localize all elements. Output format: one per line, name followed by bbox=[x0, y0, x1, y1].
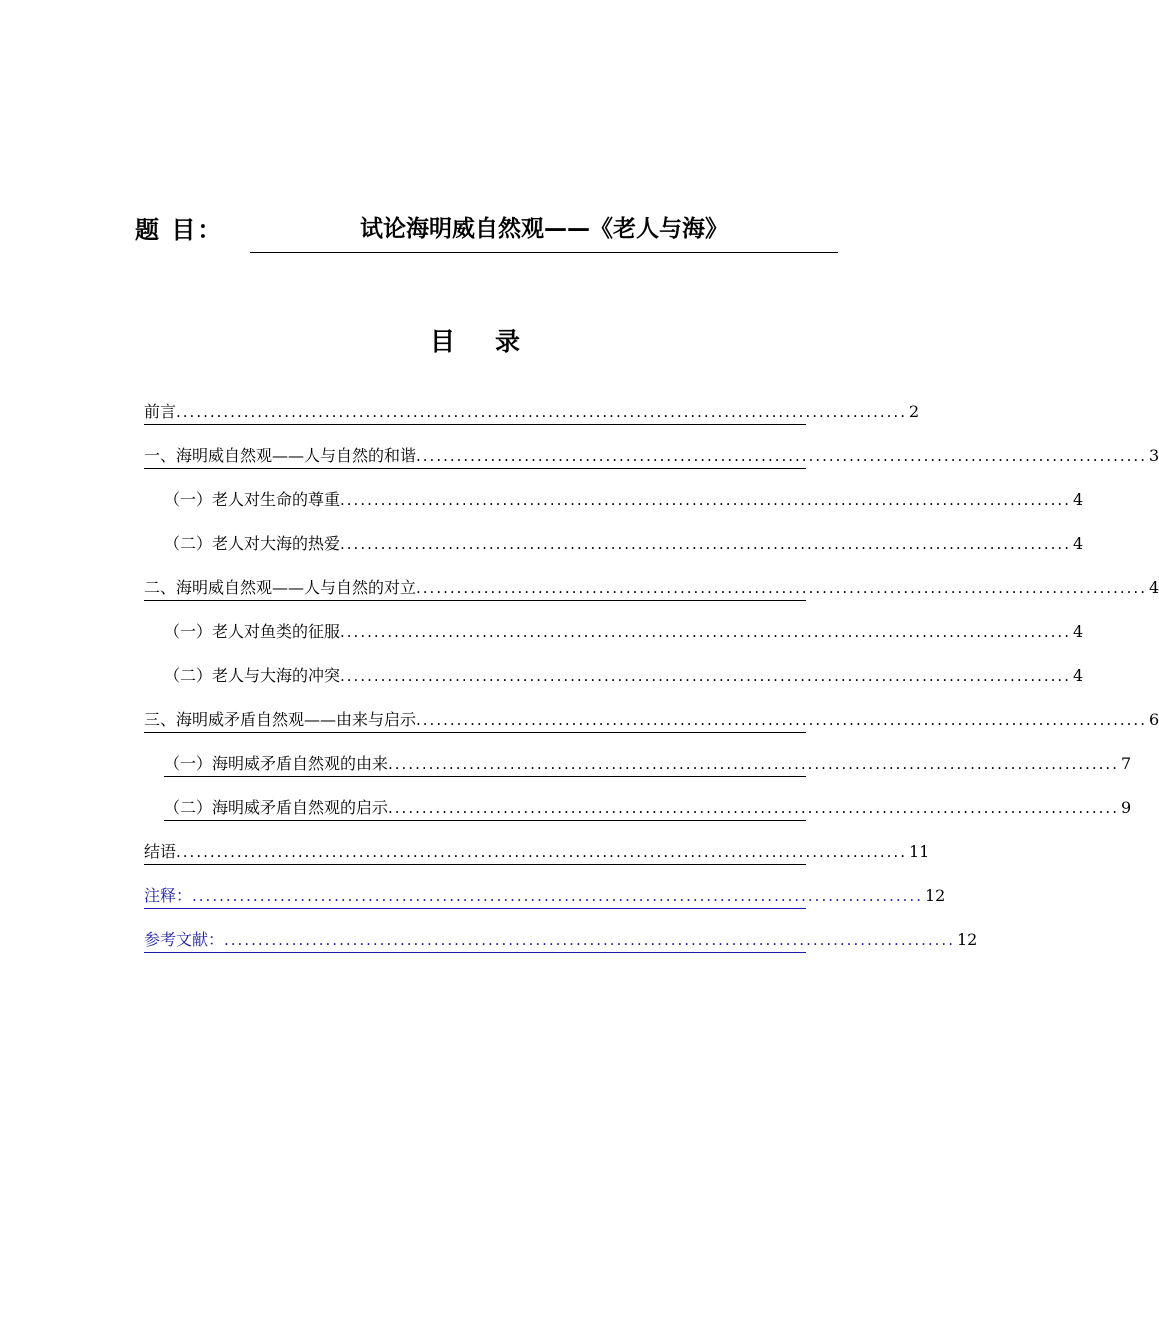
toc-entry-label: 参考文献： bbox=[144, 930, 225, 949]
toc-page-number: 7 bbox=[1120, 754, 1132, 773]
toc-entry-label: （一）老人对生命的尊重 bbox=[164, 490, 341, 509]
toc-entry-label: （二）老人对大海的热爱 bbox=[164, 534, 341, 553]
toc-entry-section-3[interactable] bbox=[144, 706, 1159, 733]
toc-entry-label: （一）老人对鱼类的征服 bbox=[164, 622, 341, 641]
toc-page-number: 4 bbox=[1148, 578, 1159, 597]
toc-entry-label: 结语 bbox=[144, 842, 177, 861]
toc-entry-label: （一）海明威矛盾自然观的由来 bbox=[164, 754, 389, 773]
toc-page-number: 4 bbox=[1072, 534, 1084, 553]
title-label: 题 目： bbox=[135, 216, 224, 244]
toc-dot-leader: ............................................................................................................ bbox=[192, 887, 923, 905]
toc-page-number: 4 bbox=[1072, 622, 1084, 641]
toc-entry-section-1-1[interactable] bbox=[164, 486, 1084, 514]
toc-entry-references[interactable] bbox=[144, 926, 978, 953]
toc-dot-leader: ............................................................................................................ bbox=[176, 843, 907, 861]
toc-page-number: 11 bbox=[908, 842, 930, 861]
toc-page-number: 9 bbox=[1120, 798, 1132, 817]
toc-entry-label: 一、海明威自然观——人与自然的和谐 bbox=[144, 446, 417, 465]
toc-dot-leader: ............................................................................................................ bbox=[388, 799, 1119, 817]
toc-page-number: 2 bbox=[908, 402, 920, 421]
toc-entry-label: 注释： bbox=[144, 886, 193, 905]
toc-entry-notes[interactable] bbox=[144, 882, 946, 909]
toc-dot-leader: ............................................................................................................ bbox=[388, 755, 1119, 773]
toc-page-number: 3 bbox=[1148, 446, 1159, 465]
toc-entry-section-1[interactable] bbox=[144, 442, 1159, 469]
toc-dot-leader: ............................................................................................................ bbox=[416, 711, 1147, 729]
toc-dot-leader: ............................................................................................................ bbox=[340, 535, 1071, 553]
toc-entry-conclusion[interactable] bbox=[144, 838, 930, 865]
toc-entry-section-2-2[interactable] bbox=[164, 662, 1084, 690]
toc-entry-section-1-2[interactable] bbox=[164, 530, 1084, 558]
toc-entry-preface[interactable] bbox=[144, 398, 920, 425]
toc-entry-section-2[interactable] bbox=[144, 574, 1159, 601]
toc-entry-section-3-2[interactable] bbox=[164, 794, 1132, 821]
title-underline bbox=[250, 252, 838, 253]
toc-page-number: 4 bbox=[1072, 666, 1084, 685]
toc-entry-label: 三、海明威矛盾自然观——由来与启示 bbox=[144, 710, 417, 729]
toc-entry-label: 前言 bbox=[144, 402, 177, 421]
toc-heading: 目录 bbox=[429, 327, 560, 356]
document-title: 试论海明威自然观——《老人与海》 bbox=[360, 216, 728, 242]
toc-dot-leader: ............................................................................................................ bbox=[416, 579, 1147, 597]
toc-entry-label: （二）海明威矛盾自然观的启示 bbox=[164, 798, 389, 817]
toc-page-number: 4 bbox=[1072, 490, 1084, 509]
toc-dot-leader: ............................................................................................................ bbox=[340, 667, 1071, 685]
toc-entry-section-3-1[interactable] bbox=[164, 750, 1132, 777]
title-block bbox=[0, 200, 950, 260]
toc-page-number: 6 bbox=[1148, 710, 1159, 729]
toc-dot-leader: ............................................................................................................ bbox=[176, 403, 907, 421]
toc-entry-label: （二）老人与大海的冲突 bbox=[164, 666, 341, 685]
toc-entry-section-2-1[interactable] bbox=[164, 618, 1084, 646]
toc-dot-leader: ............................................................................................................ bbox=[340, 623, 1071, 641]
toc-dot-leader: ............................................................................................................ bbox=[224, 931, 955, 949]
toc-entry-label: 二、海明威自然观——人与自然的对立 bbox=[144, 578, 417, 597]
toc-page-number: 12 bbox=[956, 930, 978, 949]
toc-dot-leader: ............................................................................................................ bbox=[416, 447, 1147, 465]
toc-page-number: 12 bbox=[924, 886, 946, 905]
toc-dot-leader: ............................................................................................................ bbox=[340, 491, 1071, 509]
